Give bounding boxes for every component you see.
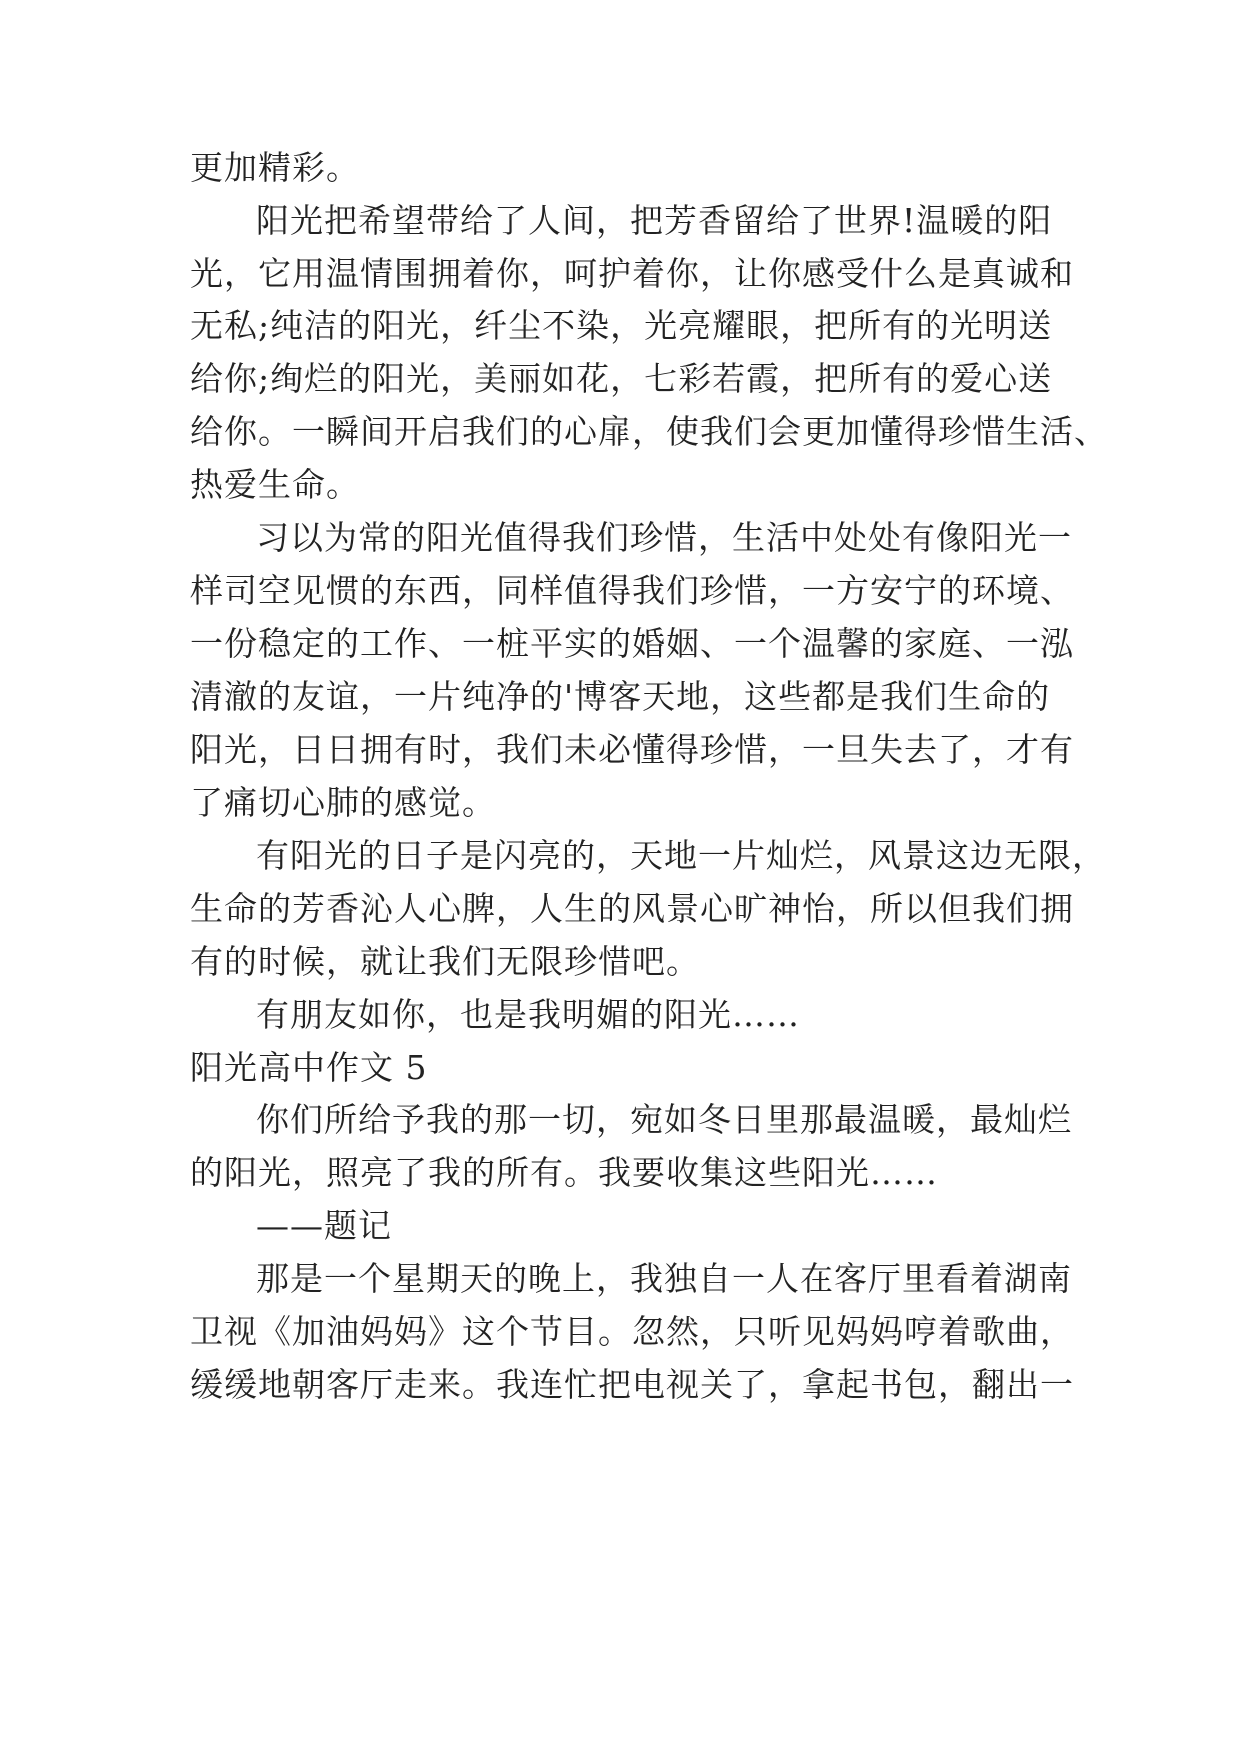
paragraph-start-line: 阳光把希望带给了人间，把芳香留给了世界!温暖的阳 — [256, 201, 1053, 240]
text-line: 生命的芳香沁人心脾，人生的风景心旷神怡，所以但我们拥 — [190, 889, 1074, 928]
text-line: 了痛切心肺的感觉。 — [190, 783, 496, 822]
text-line: 更加精彩。 — [190, 148, 360, 187]
text-line: 光，它用温情围拥着你，呵护着你，让你感受什么是真诚和 — [190, 254, 1074, 293]
text-line: 给你;绚烂的阳光，美丽如花，七彩若霞，把所有的爱心送 — [190, 359, 1053, 398]
section-heading: 阳光高中作文 5 — [190, 1048, 428, 1087]
paragraph-start-line: 你们所给予我的那一切，宛如冬日里那最温暖，最灿烂 — [256, 1100, 1072, 1139]
paragraph-start-line: 那是一个星期天的晚上，我独自一人在客厅里看着湖南 — [256, 1259, 1072, 1298]
text-line: 卫视《加油妈妈》这个节目。忽然，只听见妈妈哼着歌曲， — [190, 1312, 1074, 1351]
text-line: 样司空见惯的东西，同样值得我们珍惜，一方安宁的环境、 — [190, 571, 1074, 610]
paragraph-start-line: 有阳光的日子是闪亮的，天地一片灿烂，风景这边无限， — [256, 836, 1106, 875]
text-line: 无私;纯洁的阳光，纤尘不染，光亮耀眼，把所有的光明送 — [190, 306, 1053, 345]
text-line: 缓缓地朝客厅走来。我连忙把电视关了，拿起书包，翻出一 — [190, 1365, 1074, 1404]
text-line: 一份稳定的工作、一桩平实的婚姻、一个温馨的家庭、一泓 — [190, 624, 1074, 663]
text-line: 给你。一瞬间开启我们的心扉，使我们会更加懂得珍惜生活、 — [190, 412, 1108, 451]
text-line: 阳光，日日拥有时，我们未必懂得珍惜，一旦失去了，才有 — [190, 730, 1074, 769]
text-line: 有的时候，就让我们无限珍惜吧。 — [190, 942, 700, 981]
paragraph-start-line: 有朋友如你，也是我明媚的阳光…… — [256, 995, 800, 1034]
text-line: 热爱生命。 — [190, 465, 360, 504]
epigraph-attribution: ——题记 — [256, 1206, 392, 1245]
text-line: 的阳光，照亮了我的所有。我要收集这些阳光…… — [190, 1153, 938, 1192]
text-line: 清澈的友谊，一片纯净的'博客天地，这些都是我们生命的 — [190, 677, 1051, 716]
paragraph-start-line: 习以为常的阳光值得我们珍惜，生活中处处有像阳光一 — [256, 518, 1072, 557]
